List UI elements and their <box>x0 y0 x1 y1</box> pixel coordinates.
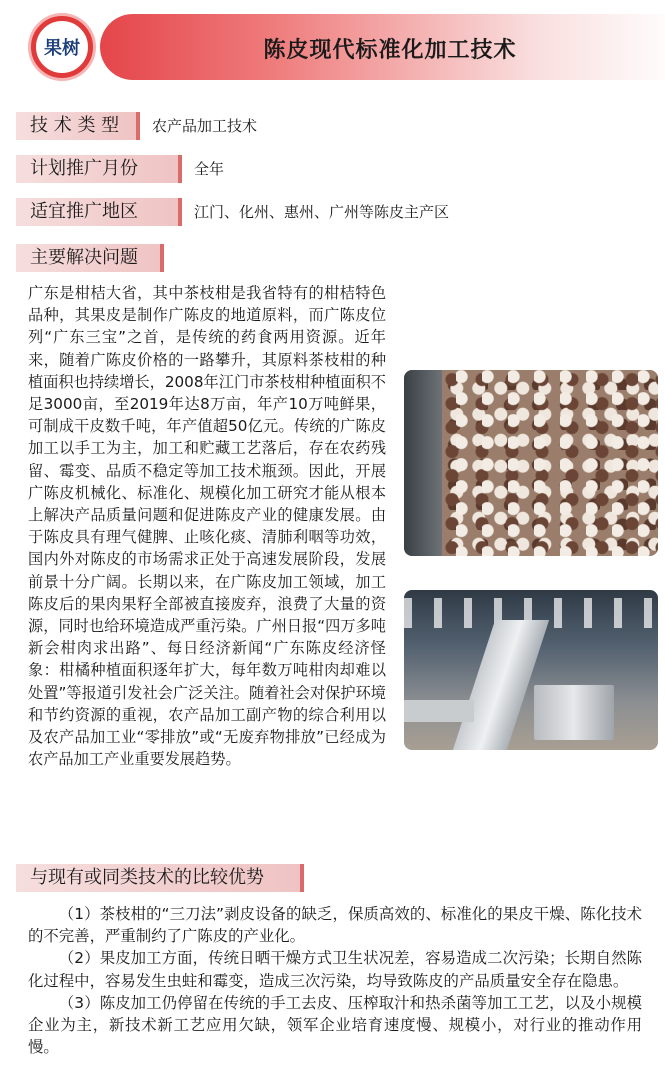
advantage-point: （3）陈皮加工仍停留在传统的手工去皮、压榨取汁和热杀菌等加工工艺，以及小规模企业为主，新技术新工艺应用欠缺，领军企业培育速度慢、规模小，对行业的推动作用慢。 <box>28 993 642 1057</box>
category-badge: 果树 <box>31 16 93 78</box>
advantage-list <box>28 903 642 1058</box>
promotion-region-value: 江门、化州、惠州、广州等陈皮主产区 <box>194 203 450 221</box>
page-title: 陈皮现代标准化加工技术 <box>263 38 517 63</box>
processing-machine-photo <box>404 590 658 750</box>
tech-type-value: 农产品加工技术 <box>152 117 258 135</box>
promotion-month-label: 计划推广月份 <box>16 155 182 183</box>
dried-peel-photo <box>404 370 658 556</box>
work-table <box>404 700 474 722</box>
advantage-point: （1）茶枝柑的“三刀法”剥皮设备的缺乏，保质高效的、标准化的果皮干燥、陈化技术的不完善，严重制约了广陈皮的产业化。 <box>28 905 642 946</box>
tech-type-label: 技 术 类 型 <box>16 112 140 140</box>
promotion-month-value: 全年 <box>194 160 225 178</box>
processing-tank <box>534 685 614 740</box>
advantage-point: （2）果皮加工方面，传统日晒干燥方式卫生状况差，容易造成二次污染；长期自然陈化过程中，容易发生虫蛀和霉变，造成三次污染，均导致陈皮的产品质量安全存在隐患。 <box>28 949 642 990</box>
advantage-heading: 与现有或同类技术的比较优势 <box>16 864 304 892</box>
problem-heading: 主要解决问题 <box>16 244 164 272</box>
promotion-region-label: 适宜推广地区 <box>16 198 182 226</box>
problem-text: 广东是柑桔大省，其中茶枝柑是我省特有的柑桔特色品种，其果皮是制作广陈皮的地道原料，而广陈皮位列“广东三宝”之首，是传统的药食两用资源。近年来，随着广陈皮价格的一路攀升，其原料茶枝柑的种植面积也持续增长，2008年江门市茶枝柑种植面积不足3000亩，至2019年达8万亩，年产10万吨鲜果，可制成干皮数千吨，年产值超50亿元。传统的广陈皮加工以手工为主，加工和贮藏工艺落后，存在农药残留、霉变、品质不稳定等加工技术瓶颈。因此，开展广陈皮机械化、标准化、规模化加工研究才能从根本上解决产品质量问题和促进陈皮产业的健康发展。由于陈皮具有理气健脾、止咳化痰、清肺利咽等功效，国内外对陈皮的市场需求正处于高速发展阶段，发展前景十分广阔。长期以来，在广陈皮加工领域，加工陈皮后的果肉果籽全部被直接废弃，浪费了大量的资源，同时也给环境造成严重污染。广州日报“四万多吨新会柑肉求出路”、每日经济新闻“广东陈皮经济怪象：柑橘种植面积逐年扩大，每年数万吨柑肉却难以处置”等报道引发社会广泛关注。随着社会对保护环境和节约资源的重视，农产品加工副产物的综合利用以及农产品加工业“零排放”或“无废弃物排放”已经成为农产品加工产业重要发展趋势。 <box>28 284 386 769</box>
tray-edge <box>404 370 442 556</box>
